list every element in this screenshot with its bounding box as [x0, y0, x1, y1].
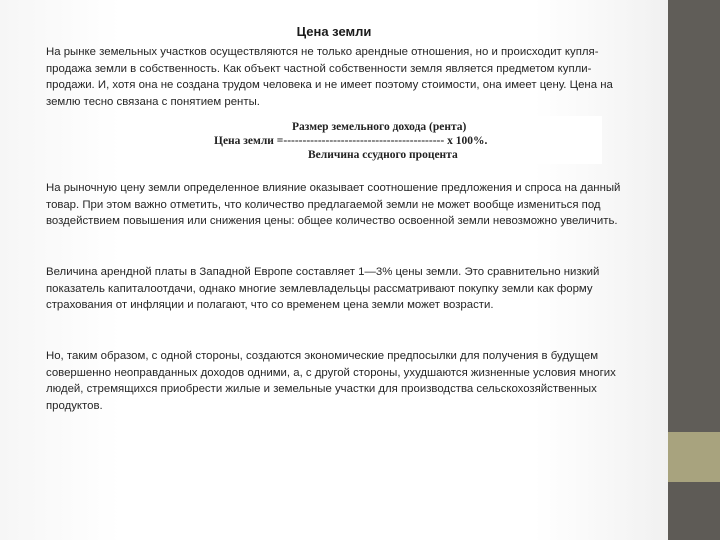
sidebar-decoration-top	[668, 0, 720, 432]
slide-title: Цена земли	[296, 24, 372, 39]
paragraph-2: На рыночную цену земли определенное влияние оказывает соотношение предложения и спроса на данный товар. При этом важно отметить, что количество предлагаемой земли не может вообще измениться под воздействием повышения или снижения цены: общее количество освоенной земли невозможно увеличить.	[46, 182, 621, 228]
formula-denominator: Величина ссудного процента	[308, 149, 458, 161]
formula-line: Цена земли =------------------------------------------ х 100%.	[214, 135, 488, 147]
paragraph-3: Величина арендной платы в Западной Европе составляет 1—3% цены земли. Это сравнительно низкий показатель капиталоотдачи, однако многие землевладельцы рассматривают покупку земли как форму страхования от инфляции и полагают, что со временем цена земли может возрасти.	[46, 266, 600, 312]
rent-price-formula	[212, 116, 602, 164]
formula-numerator: Размер земельного дохода (рента)	[292, 121, 467, 133]
paragraph-1: На рынке земельных участков осуществляются не только арендные отношения, но и происходит купля-продажа земли в собственность. Как объект частной собственности земля является предметом купли-продажи. И, хотя она не создана трудом человека и не имеет поэтому стоимости, она имеет цену. Цена на землю тесно связана с понятием ренты.	[46, 46, 613, 108]
paragraph-4: Но, таким образом, с одной стороны, создаются экономические предпосылки для получения в будущем совершенно неоправданных доходов одними, а, с другой стороны, ухудшаются жизненные условия многих людей, стремящихся приобрести жилые и земельные участки для производства сельскохозяйственных продуктов.	[46, 350, 616, 412]
sidebar-decoration-bottom	[668, 482, 720, 540]
